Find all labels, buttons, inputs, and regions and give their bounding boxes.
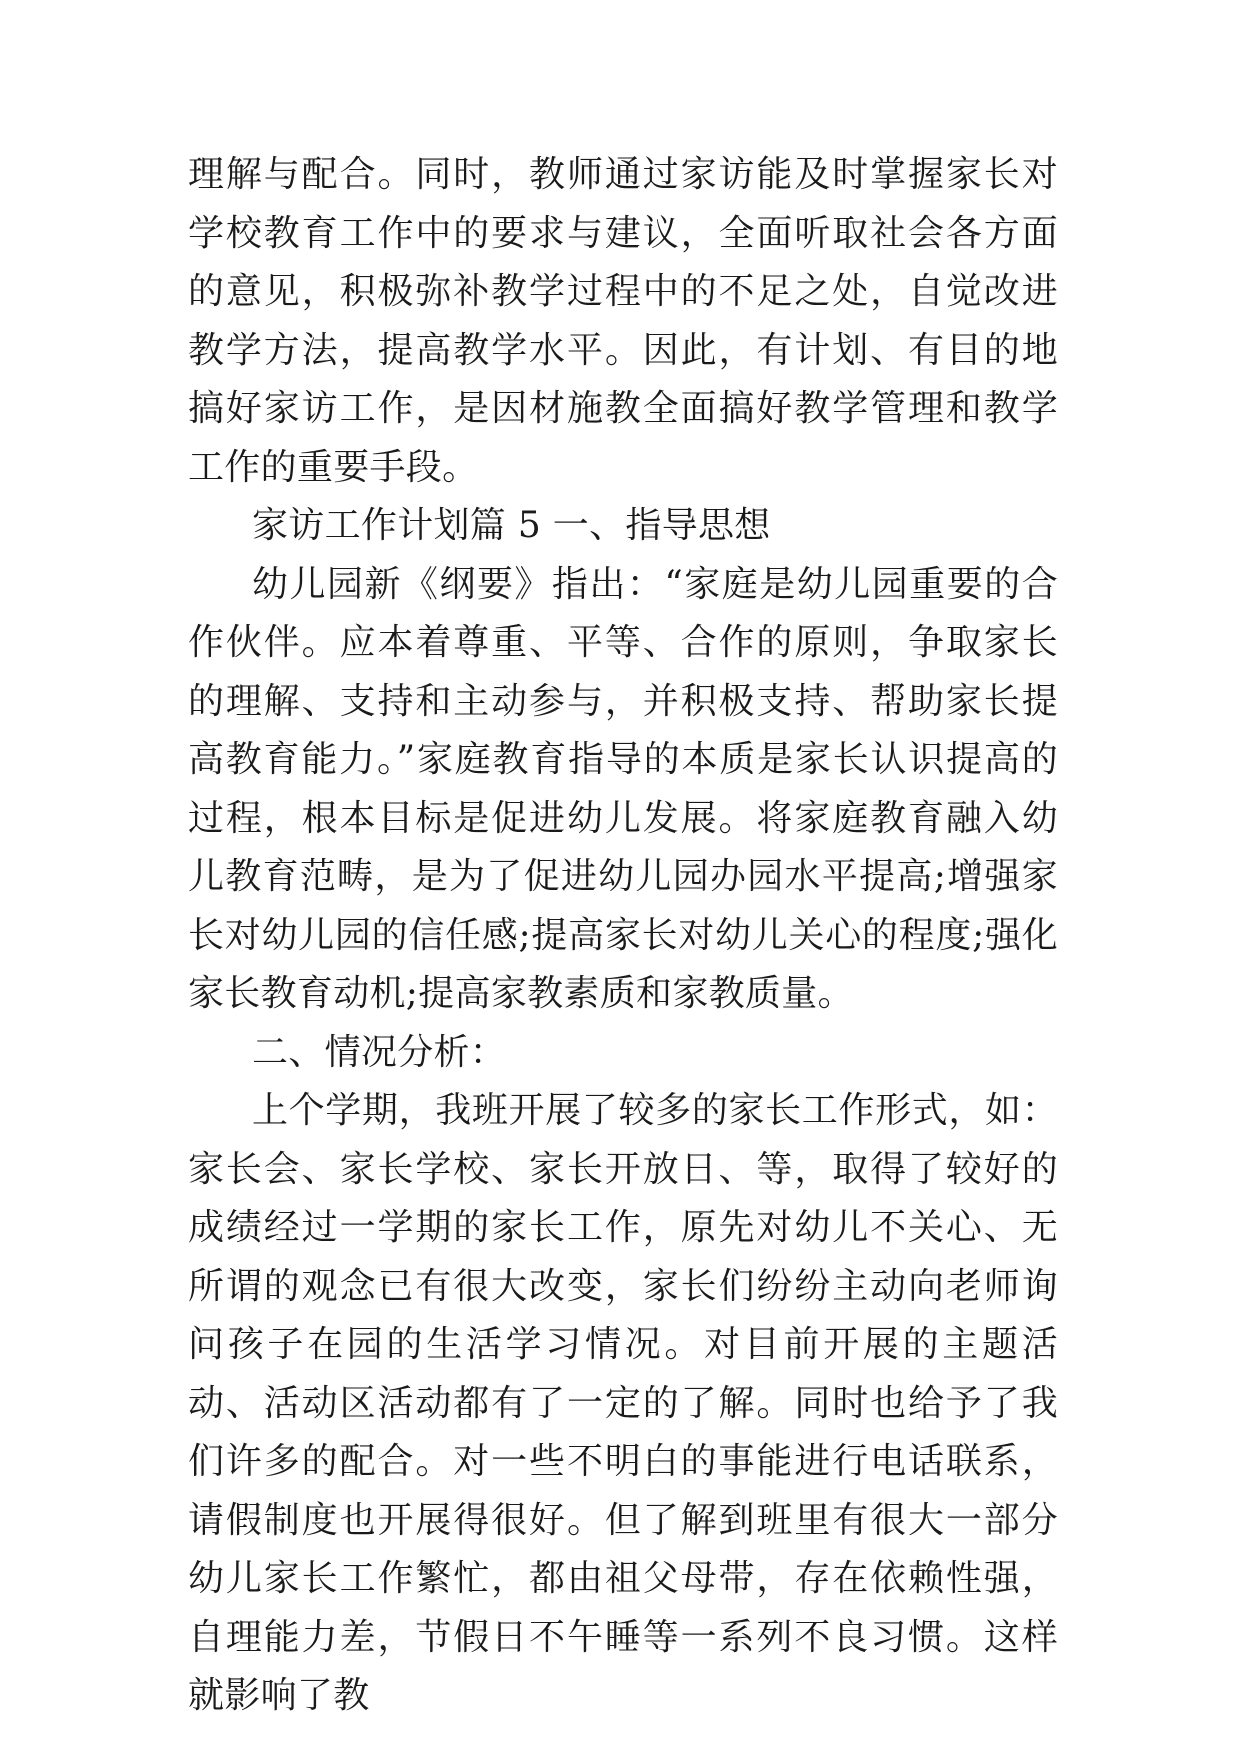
paragraph-section-heading: 家访工作计划篇 5 一、指导思想 [252,505,771,546]
paragraph-continuation: 理解与配合。同时，教师通过家访能及时掌握家长对学校教育工作中的要求与建议，全面听取社会各方面的意见，积极弥补教学过程中的不足之处，自觉改进教学方法，提高教学水平。因此，有计划、有目的地搞好家访工作，是因材施教全面搞好教学管理和教学工作的重要手段。 [188,154,1058,488]
paragraph-guiding-ideology: 幼儿园新《纲要》指出：“家庭是幼儿园重要的合作伙伴。应本着尊重、平等、合作的原则，争取家长的理解、支持和主动参与，并积极支持、帮助家长提高教育能力。”家庭教育指导的本质是家长认识提高的过程，根本目标是促进幼儿发展。将家庭教育融入幼儿教育范畴，是为了促进幼儿园办园水平提高;增强家长对幼儿园的信任感;提高家长对幼儿关心的程度;强化家长教育动机;提高家教素质和家教质量。 [188,563,1058,1014]
body-text [188,146,1058,1726]
paragraph-situation-heading: 二、情况分析： [252,1031,507,1073]
paragraph-situation-analysis: 上个学期，我班开展了较多的家长工作形式，如：家长会、家长学校、家长开放日、等，取得了较好的成绩经过一学期的家长工作，原先对幼儿不关心、无所谓的观念已有很大改变，家长们纷纷主动向老师询问孩子在园的生活学习情况。对目前开展的主题活动、活动区活动都有了一定的了解。同时也给予了我们许多的配合。对一些不明白的事能进行电话联系，请假制度也开展得很好。但了解到班里有很大一部分幼儿家长工作繁忙，都由祖父母带，存在依赖性强，自理能力差，节假日不午睡等一系列不良习惯。这样就影响了教 [188,1090,1058,1716]
